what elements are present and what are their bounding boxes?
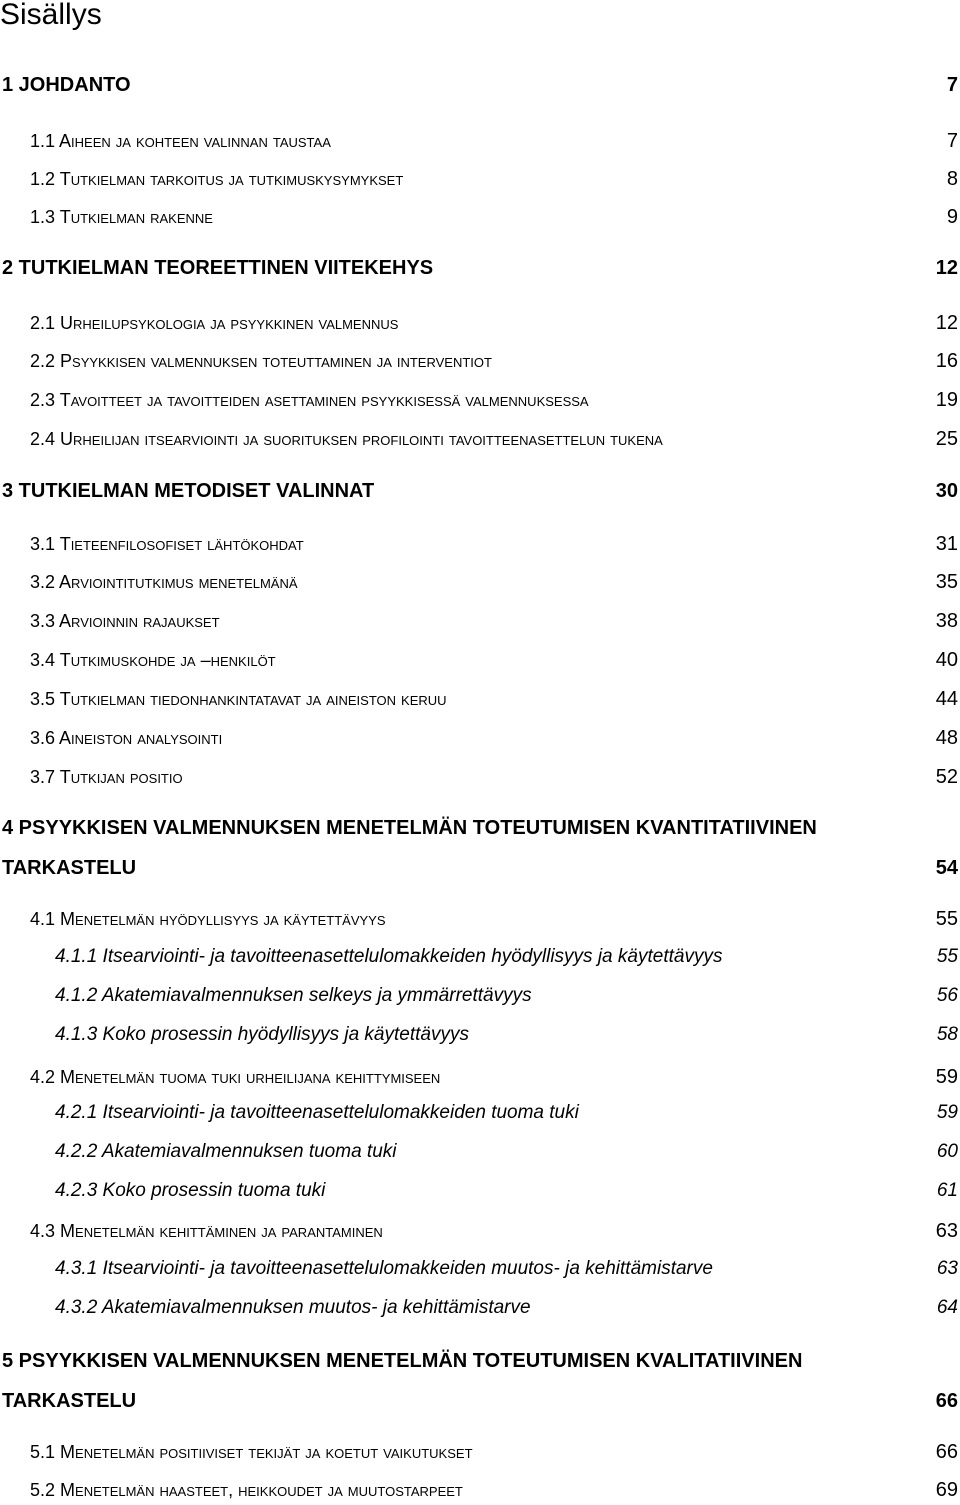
toc-entry-page: 8 (946, 168, 958, 190)
toc-entry-2-2[interactable] (30, 350, 958, 373)
toc-entry-page: 58 (936, 1024, 958, 1045)
toc-entry-4-2-3[interactable] (55, 1180, 958, 1202)
toc-entry-3-3[interactable] (30, 610, 958, 633)
toc-entry-page: 52 (935, 766, 958, 788)
toc-entry-3-4[interactable] (30, 649, 958, 672)
toc-entry-text: 3.7 Tutkijan positio (30, 767, 183, 787)
toc-entry-page: 66 (935, 1390, 958, 1412)
toc-entry-text: 4.1.3 Koko prosessin hyödyllisyys ja käytettävyys (55, 1024, 469, 1045)
toc-entry-page: 40 (935, 649, 958, 671)
toc-entry-text: 4.3.2 Akatemiavalmennuksen muutos- ja kehittämistarve (55, 1297, 531, 1318)
toc-entry-4-2-2[interactable] (55, 1141, 958, 1163)
toc-entry-text-line1: 4 PSYYKKISEN VALMENNUKSEN MENETELMÄN TOTEUTUMISEN KVANTITATIIVINEN (2, 817, 817, 839)
toc-entry-text: 5.1 Menetelmän positiiviset tekijät ja koetut vaikutukset (30, 1442, 473, 1462)
toc-entry-4-2[interactable] (30, 1066, 958, 1089)
toc-entry-chapter-4[interactable] (2, 817, 958, 880)
toc-entry-4-3-2[interactable] (55, 1297, 958, 1319)
toc-entry-text: 3.3 Arvioinnin rajaukset (30, 611, 220, 631)
toc-entry-page: 63 (936, 1258, 958, 1279)
toc-entry-text: 4.1.1 Itsearviointi- ja tavoitteenasettelulomakkeiden hyödyllisyys ja käytettävyys (55, 946, 723, 967)
toc-entry-4-1-3[interactable] (55, 1024, 958, 1046)
toc-entry-text: 4.3 Menetelmän kehittäminen ja parantaminen (30, 1221, 383, 1241)
toc-entry-text: 4.3.1 Itsearviointi- ja tavoitteenasettelulomakkeiden muutos- ja kehittämistarve (55, 1258, 713, 1279)
toc-entry-page: 69 (935, 1479, 958, 1501)
toc-entry-page: 30 (935, 480, 958, 502)
toc-entry-3-7[interactable] (30, 766, 958, 789)
toc-entry-page: 35 (935, 571, 958, 593)
toc-entry-2-3[interactable] (30, 389, 958, 412)
toc-entry-page: 64 (936, 1297, 958, 1318)
toc-entry-text: 2.2 Psyykkisen valmennuksen toteuttaminen ja interventiot (30, 351, 492, 371)
toc-entry-4-2-1[interactable] (55, 1102, 958, 1124)
toc-entry-page: 66 (935, 1441, 958, 1463)
toc-entry-text: 3.6 Aineiston analysointi (30, 728, 223, 748)
toc-entry-page: 48 (935, 727, 958, 749)
toc-entry-page: 59 (935, 1066, 958, 1088)
toc-entry-text: 2.4 Urheilijan itsearviointi ja suorituksen profilointi tavoitteenasettelun tukena (30, 429, 663, 449)
toc-entry-text: 3.2 Arviointitutkimus menetelmänä (30, 572, 298, 592)
toc-entry-4-1-1[interactable] (55, 946, 958, 968)
toc-entry-page: 55 (936, 946, 958, 967)
toc-entry-3-5[interactable] (30, 688, 958, 711)
toc-entry-chapter-1[interactable] (2, 74, 958, 97)
toc-entry-4-3[interactable] (30, 1220, 958, 1243)
toc-entry-3-6[interactable] (30, 727, 958, 750)
toc-entry-4-1-2[interactable] (55, 985, 958, 1007)
toc-entry-3-2[interactable] (30, 571, 958, 594)
toc-entry-page: 25 (935, 428, 958, 450)
toc-entry-5-1[interactable] (30, 1441, 958, 1464)
toc-entry-page: 16 (935, 350, 958, 372)
toc-entry-text: 4.1 Menetelmän hyödyllisyys ja käytettävyys (30, 909, 386, 929)
page-title: Sisällys (0, 0, 102, 31)
toc-entry-text: 5.2 Menetelmän haasteet, heikkoudet ja muutostarpeet (30, 1480, 463, 1500)
toc-entry-text: 2.3 Tavoitteet ja tavoitteiden asettaminen psyykkisessä valmennuksessa (30, 390, 589, 410)
toc-entry-text-line2: TARKASTELU (2, 1390, 137, 1412)
toc-entry-page: 63 (935, 1220, 958, 1242)
toc-entry-page: 44 (935, 688, 958, 710)
toc-entry-page: 31 (935, 533, 958, 555)
toc-entry-text: 2 TUTKIELMAN TEOREETTINEN VIITEKEHYS (2, 257, 434, 279)
toc-entry-chapter-2[interactable] (2, 257, 958, 280)
toc-entry-page: 55 (935, 908, 958, 930)
toc-entry-text: 1.2 Tutkielman tarkoitus ja tutkimuskysymykset (30, 169, 404, 189)
toc-entry-text: 3 TUTKIELMAN METODISET VALINNAT (2, 480, 375, 502)
toc-entry-page: 12 (935, 257, 958, 279)
toc-entry-page: 60 (936, 1141, 958, 1162)
toc-entry-text: 3.4 Tutkimuskohde ja –henkilöt (30, 650, 276, 670)
toc-entry-text: 3.1 Tieteenfilosofiset lähtökohdat (30, 534, 304, 554)
toc-entry-1-1[interactable] (30, 130, 958, 153)
toc-entry-text: 1.1 Aiheen ja kohteen valinnan taustaa (30, 131, 331, 151)
toc-entry-text: 4.2 Menetelmän tuoma tuki urheilijana kehittymiseen (30, 1067, 441, 1087)
toc-entry-2-4[interactable] (30, 428, 958, 451)
toc-entry-page: 19 (935, 389, 958, 411)
toc-entry-1-3[interactable] (30, 206, 958, 229)
toc-entry-text-line2: TARKASTELU (2, 857, 137, 879)
toc-entry-2-1[interactable] (30, 312, 958, 335)
toc-entry-5-2[interactable] (30, 1479, 958, 1502)
toc-entry-chapter-3[interactable] (2, 480, 958, 503)
toc-entry-text-line1: 5 PSYYKKISEN VALMENNUKSEN MENETELMÄN TOTEUTUMISEN KVALITATIIVINEN (2, 1350, 803, 1372)
toc-entry-text: 1 JOHDANTO (2, 74, 131, 96)
toc-entry-text: 4.1.2 Akatemiavalmennuksen selkeys ja ymmärrettävyys (55, 985, 532, 1006)
toc-entry-chapter-5[interactable] (2, 1350, 958, 1413)
toc-entry-page: 38 (935, 610, 958, 632)
toc-entry-text: 1.3 Tutkielman rakenne (30, 207, 213, 227)
toc-entry-page: 54 (935, 857, 958, 879)
toc-entry-text: 3.5 Tutkielman tiedonhankintatavat ja aineiston keruu (30, 689, 447, 709)
toc-entry-page: 7 (946, 130, 958, 152)
toc-entry-text: 4.2.1 Itsearviointi- ja tavoitteenasettelulomakkeiden tuoma tuki (55, 1102, 579, 1123)
toc-entry-text: 4.2.3 Koko prosessin tuoma tuki (55, 1180, 326, 1201)
toc-entry-1-2[interactable] (30, 168, 958, 191)
toc-entry-page: 59 (936, 1102, 958, 1123)
toc-entry-4-1[interactable] (30, 908, 958, 931)
toc-entry-3-1[interactable] (30, 533, 958, 556)
toc-entry-text: 2.1 Urheilupsykologia ja psyykkinen valmennus (30, 313, 399, 333)
toc-entry-page: 56 (936, 985, 958, 1006)
toc-entry-text: 4.2.2 Akatemiavalmennuksen tuoma tuki (55, 1141, 397, 1162)
toc-entry-4-3-1[interactable] (55, 1258, 958, 1280)
toc-entry-page: 9 (946, 206, 958, 228)
toc-entry-page: 12 (935, 312, 958, 334)
toc-entry-page: 61 (936, 1180, 958, 1201)
toc-entry-page: 7 (946, 74, 958, 96)
